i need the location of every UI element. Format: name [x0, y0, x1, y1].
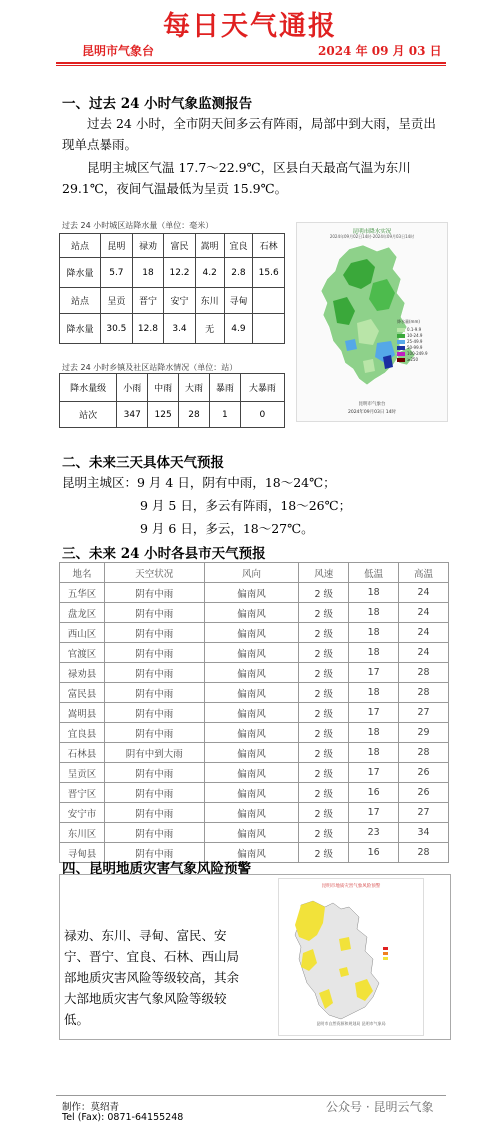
- table-cell: 3.4: [164, 314, 196, 344]
- org-name: 昆明市气象台: [82, 44, 155, 58]
- section2-heading: 二、未来三天具体天气预报: [62, 455, 224, 471]
- table-cell: 18: [132, 258, 164, 288]
- legend-item: [397, 351, 441, 356]
- table-cell: 28: [399, 683, 449, 703]
- table-row: [60, 603, 449, 623]
- legend-item: [397, 333, 441, 338]
- table-cell: 呈贡: [101, 288, 133, 314]
- rainfall-map: [296, 222, 448, 422]
- forecast-line-2: 9 月 5 日，多云有阵雨，18～26℃；: [140, 498, 352, 513]
- map2-footer: 昆明市自然资源和规划局 昆明市气象局: [316, 1021, 386, 1026]
- table-cell: 阴有中雨: [104, 823, 204, 843]
- map1-footer-date: 2024年09月03日 14时: [347, 410, 397, 415]
- table-cell: 阴有中雨: [104, 643, 204, 663]
- table-cell: 低温: [349, 563, 399, 583]
- table-cell: 富民: [164, 234, 196, 258]
- table-cell: 24: [399, 603, 449, 623]
- table-cell: 23: [349, 823, 399, 843]
- table-cell: 偏南风: [204, 623, 299, 643]
- table-cell: 盘龙区: [60, 603, 105, 623]
- table-cell: 17: [349, 803, 399, 823]
- table-cell: 2 级: [299, 703, 349, 723]
- table-cell: 347: [117, 402, 148, 428]
- table-cell: 偏南风: [204, 743, 299, 763]
- table-row: [60, 823, 449, 843]
- report-date: 2024 年 09 月 03 日: [318, 44, 442, 58]
- table-row: [60, 663, 449, 683]
- table-cell: 2 级: [299, 583, 349, 603]
- rainfall-city-table: [59, 233, 285, 344]
- table-cell: 偏南风: [204, 783, 299, 803]
- table-row: [60, 743, 449, 763]
- table-row: [60, 683, 449, 703]
- table-cell: 风速: [299, 563, 349, 583]
- table-cell: 官渡区: [60, 643, 105, 663]
- table-cell: 降水量级: [60, 374, 117, 402]
- table-cell: 2 级: [299, 723, 349, 743]
- table-cell: 禄劝县: [60, 663, 105, 683]
- table-cell: 15.6: [253, 258, 285, 288]
- table-cell: 2 级: [299, 643, 349, 663]
- table-cell: 呈贡区: [60, 763, 105, 783]
- table-cell: 石林: [253, 234, 285, 258]
- table-row: [60, 703, 449, 723]
- table-cell: 偏南风: [204, 703, 299, 723]
- editor: 制作：莫绍青: [62, 1102, 120, 1113]
- table-cell: 12.8: [132, 314, 164, 344]
- table-cell: 偏南风: [204, 763, 299, 783]
- table-cell: 28: [179, 402, 210, 428]
- legend-label: 100-249.9: [407, 351, 428, 356]
- table-cell: 2 级: [299, 623, 349, 643]
- table-row: [60, 783, 449, 803]
- table-cell: 降水量: [60, 258, 101, 288]
- table-cell: 东川区: [60, 823, 105, 843]
- table-cell: 嵩明县: [60, 703, 105, 723]
- legend-label: ≥250: [407, 357, 418, 362]
- county-forecast-table: [59, 562, 449, 863]
- table-row: [60, 763, 449, 783]
- table-cell: 阴有中雨: [104, 803, 204, 823]
- table-cell: 站点: [60, 288, 101, 314]
- table-cell: 18: [349, 643, 399, 663]
- table-cell: 阴有中雨: [104, 703, 204, 723]
- table-cell: 18: [349, 683, 399, 703]
- table-cell: 28: [399, 843, 449, 863]
- table-cell: 风向: [204, 563, 299, 583]
- table-row: [60, 623, 449, 643]
- table-cell: 2 级: [299, 683, 349, 703]
- table-cell: 高温: [399, 563, 449, 583]
- table-cell: 天空状况: [104, 563, 204, 583]
- table-cell: 0: [240, 402, 284, 428]
- table-cell: 1: [209, 402, 240, 428]
- table-cell: [253, 314, 285, 344]
- table-cell: 站次: [60, 402, 117, 428]
- table-cell: 阴有中雨: [104, 663, 204, 683]
- section1-para1: 过去 24 小时，全市阴天间多云有阵雨，局部中到大雨，呈贡出现单点暴雨。: [62, 116, 436, 152]
- table-cell: 嵩明: [195, 234, 224, 258]
- table-cell: 5.7: [101, 258, 133, 288]
- table-cell: 昆明: [101, 234, 133, 258]
- table-cell: 2 级: [299, 603, 349, 623]
- table-cell: 18: [349, 583, 399, 603]
- table-cell: 阴有中雨: [104, 783, 204, 803]
- table-cell: 24: [399, 643, 449, 663]
- table-cell: 地名: [60, 563, 105, 583]
- table-cell: 偏南风: [204, 683, 299, 703]
- section1-heading: 一、过去 24 小时气象监测报告: [62, 96, 253, 112]
- table-cell: 24: [399, 623, 449, 643]
- table-cell: 降水量: [60, 314, 101, 344]
- map1-footer: 昆明市气象台: [358, 402, 386, 407]
- table-cell: 偏南风: [204, 803, 299, 823]
- table-row: [60, 583, 449, 603]
- table-cell: 偏南风: [204, 723, 299, 743]
- legend-label: 0.1-9.9: [407, 327, 422, 332]
- table-cell: 偏南风: [204, 823, 299, 843]
- table-cell: 偏南风: [204, 843, 299, 863]
- table-cell: 阴有中雨: [104, 843, 204, 863]
- table-cell: 偏南风: [204, 583, 299, 603]
- table-cell: 宜良: [224, 234, 253, 258]
- table-cell: 小雨: [117, 374, 148, 402]
- legend-item: [397, 339, 441, 344]
- table-cell: 34: [399, 823, 449, 843]
- table-cell: 2 级: [299, 663, 349, 683]
- legend-label: 25-49.9: [407, 339, 423, 344]
- table-cell: 30.5: [101, 314, 133, 344]
- table-cell: 宜良县: [60, 723, 105, 743]
- table-row: [60, 643, 449, 663]
- report-title: 每日天气通报: [163, 11, 337, 42]
- table-cell: 阴有中雨: [104, 723, 204, 743]
- section1-para2: 昆明主城区气温 17.7～22.9℃，区县白天最高气温为东川 29.1℃，夜间气温最低为呈贡 15.9℃。: [62, 160, 411, 196]
- forecast-line-1: 昆明主城区：9 月 4 日，阴有中雨，18～24℃；: [62, 475, 336, 490]
- table-cell: 站点: [60, 234, 101, 258]
- table-cell: 29: [399, 723, 449, 743]
- table1-caption: 过去 24 小时城区站降水量（单位：毫米）: [62, 221, 214, 230]
- table-cell: 寻甸县: [60, 843, 105, 863]
- table-cell: 12.2: [164, 258, 196, 288]
- table-cell: 2.8: [224, 258, 253, 288]
- table-cell: 阴有中到大雨: [104, 743, 204, 763]
- legend-label: 10-24.9: [407, 333, 423, 338]
- table-cell: 2 级: [299, 803, 349, 823]
- table-cell: 五华区: [60, 583, 105, 603]
- map1-legend: [397, 319, 441, 362]
- table-row: [60, 803, 449, 823]
- map1-subtitle: 2024年09月02日14时-2024年09月03日14时: [329, 234, 415, 239]
- table-cell: 禄劝: [132, 234, 164, 258]
- legend-item: [397, 345, 441, 350]
- table-cell: 28: [399, 663, 449, 683]
- table-cell: 2 级: [299, 783, 349, 803]
- table-cell: 27: [399, 703, 449, 723]
- legend-item: [397, 327, 441, 332]
- table-cell: 18: [349, 623, 399, 643]
- table-cell: 2 级: [299, 843, 349, 863]
- table-cell: 16: [349, 783, 399, 803]
- header-divider-thin: [56, 65, 446, 66]
- table-cell: [253, 288, 285, 314]
- geo-risk-map-graphic: [279, 879, 423, 1035]
- legend-title: 降水量(mm): [397, 319, 420, 324]
- table-cell: 大雨: [179, 374, 210, 402]
- legend-label: 50-99.9: [407, 345, 423, 350]
- table-cell: 中雨: [148, 374, 179, 402]
- geo-risk-map: [278, 878, 424, 1036]
- table-cell: 偏南风: [204, 603, 299, 623]
- table-cell: 无: [195, 314, 224, 344]
- watermark: 公众号 · 昆明云气象: [326, 1100, 434, 1114]
- table-cell: 暴雨: [209, 374, 240, 402]
- map2-title: 昆明市地质灾害气象风险预警: [321, 884, 381, 889]
- table-cell: 28: [399, 743, 449, 763]
- table-cell: 阴有中雨: [104, 623, 204, 643]
- section3-heading: 三、未来 24 小时各县市天气预报: [62, 546, 266, 562]
- header-divider: [56, 62, 446, 64]
- table-cell: 安宁市: [60, 803, 105, 823]
- table-cell: 东川: [195, 288, 224, 314]
- table-cell: 阴有中雨: [104, 763, 204, 783]
- table-cell: 18: [349, 743, 399, 763]
- table-cell: 24: [399, 583, 449, 603]
- tel: Tel (Fax): 0871-64155248: [62, 1112, 184, 1123]
- forecast-line-3: 9 月 6 日，多云，18～27℃。: [140, 521, 314, 536]
- table-cell: 4.2: [195, 258, 224, 288]
- table-cell: 17: [349, 663, 399, 683]
- table-cell: 27: [399, 803, 449, 823]
- table-cell: 阴有中雨: [104, 583, 204, 603]
- section4-heading: 四、昆明地质灾害气象风险预警: [62, 861, 251, 877]
- footer-divider: [56, 1095, 446, 1096]
- table-cell: 偏南风: [204, 643, 299, 663]
- legend-item: [397, 357, 441, 362]
- table-cell: 石林县: [60, 743, 105, 763]
- table-cell: 2 级: [299, 823, 349, 843]
- table-cell: 4.9: [224, 314, 253, 344]
- table-cell: 寻甸: [224, 288, 253, 314]
- table-cell: 17: [349, 703, 399, 723]
- table-cell: 西山区: [60, 623, 105, 643]
- table-cell: 阴有中雨: [104, 603, 204, 623]
- table-cell: 125: [148, 402, 179, 428]
- table-cell: 富民县: [60, 683, 105, 703]
- table-cell: 17: [349, 763, 399, 783]
- table2-caption: 过去 24 小时乡镇及社区站降水情况（单位：站）: [62, 363, 238, 372]
- table-cell: 16: [349, 843, 399, 863]
- table-cell: 26: [399, 763, 449, 783]
- table-cell: 晋宁: [132, 288, 164, 314]
- table-cell: 26: [399, 783, 449, 803]
- rainfall-level-table: [59, 373, 285, 428]
- table-cell: 阴有中雨: [104, 683, 204, 703]
- table-row: [60, 723, 449, 743]
- table-cell: 安宁: [164, 288, 196, 314]
- table-cell: 偏南风: [204, 663, 299, 683]
- table-cell: 2 级: [299, 763, 349, 783]
- geo-risk-text: 禄劝、东川、寻甸、富民、安宁、晋宁、宜良、石林、西山局部地质灾害风险等级较高，其余大部地质灾害气象风险等级较低。: [64, 928, 240, 1027]
- table-cell: 18: [349, 723, 399, 743]
- table-cell: 2 级: [299, 743, 349, 763]
- map1-title: 昆明市降水实况: [352, 229, 392, 235]
- table-header-row: [60, 563, 449, 583]
- table-cell: 大暴雨: [240, 374, 284, 402]
- table-cell: 晋宁区: [60, 783, 105, 803]
- table-cell: 18: [349, 603, 399, 623]
